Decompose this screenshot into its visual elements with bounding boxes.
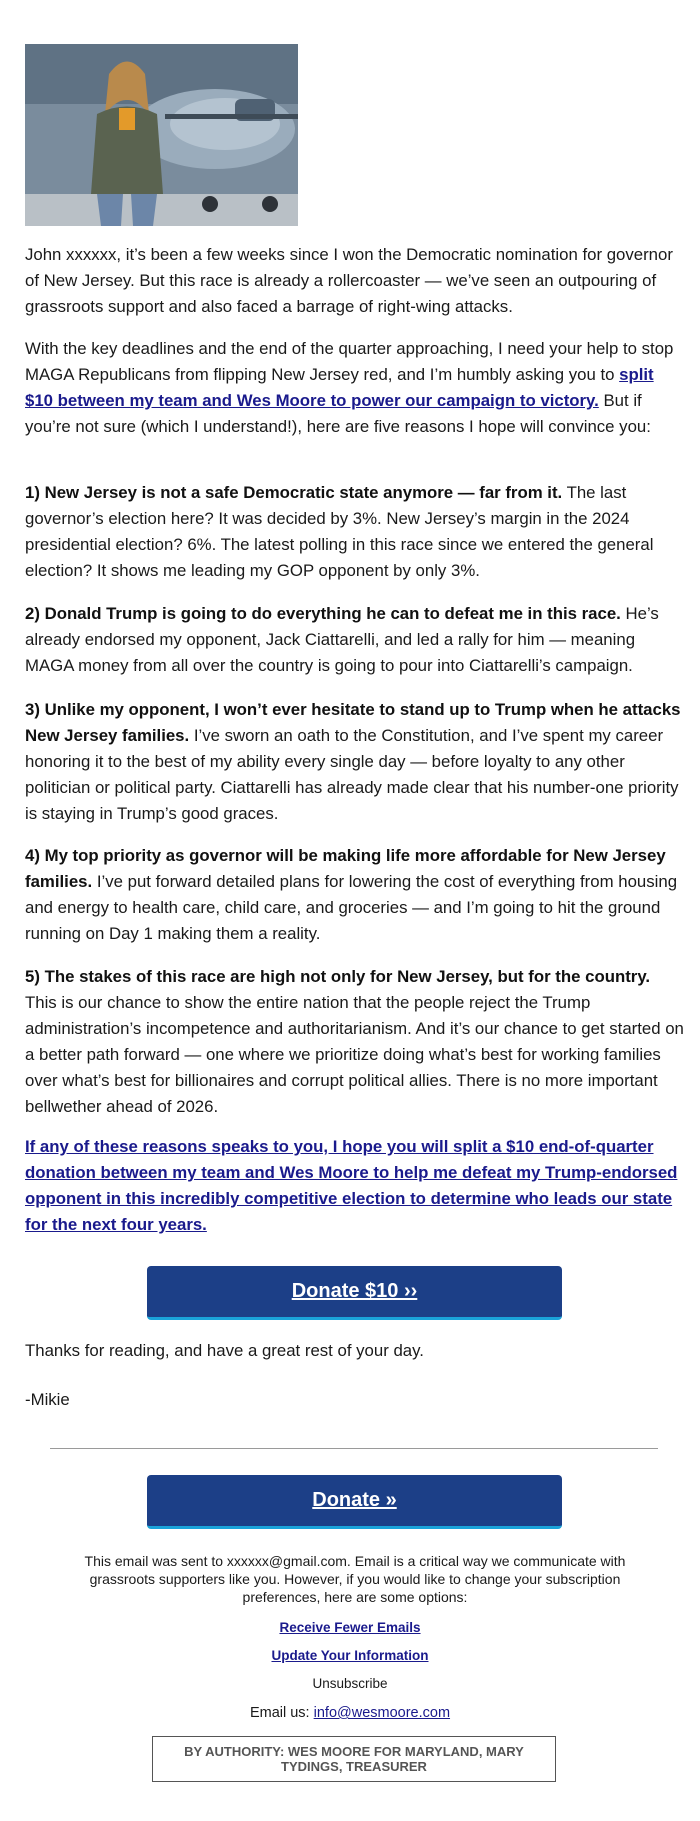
paid-for-by-disclaimer: BY AUTHORITY: WES MOORE FOR MARYLAND, MARY TYDINGS, TREASURER (152, 1736, 556, 1782)
split-donation-link[interactable]: split $10 between my team and Wes Moore to power our campaign to victory. (25, 365, 654, 410)
reason-4-heading: 4) My top priority as governor will be making life more affordable for New Jersey families. (25, 846, 666, 891)
reason-4-text (25, 843, 685, 947)
ask-text-pre: With the key deadlines and the end of the quarter approaching, I need your help to stop MAGA Republicans from flipping New Jersey red, and I’m humbly asking you to (25, 339, 674, 384)
reason-4-body: I’ve put forward detailed plans for lowering the cost of everything from housing and energy to health care, child care, and groceries — and I’m going to hit the ground running on Day 1 making them a reality. (25, 872, 678, 943)
reason-5-text (25, 964, 685, 1120)
hero-photo-illustration (25, 44, 298, 226)
update-information-link[interactable]: Update Your Information (271, 1648, 429, 1663)
unsubscribe-link[interactable]: Unsubscribe (312, 1676, 388, 1691)
reason-3-text (25, 697, 685, 827)
donation-ask-text (25, 1134, 685, 1238)
ask-text-post: But if you’re not sure (which I understand!), here are five reasons I hope will convince you: (25, 391, 651, 436)
thanks-paragraph (25, 1338, 685, 1364)
ask-text (25, 336, 685, 440)
hero-photo (25, 44, 298, 226)
ask-paragraph (25, 336, 685, 440)
reason-5-body: This is our chance to show the entire nation that the people reject the Trump administration’s incompetence and authoritarianism. And it’s our chance to get started on a better path forward — one where we prioritize doing what’s best for working families over what’s best for billionaires and corrupt political allies. There is no more important bellwether ahead of 2026. (25, 993, 684, 1116)
reason-4 (25, 843, 685, 947)
thanks-text: Thanks for reading, and have a great rest of your day. (25, 1341, 424, 1360)
reason-2-text (25, 601, 685, 679)
footer-divider (50, 1448, 658, 1449)
donation-ask-paragraph (25, 1134, 685, 1238)
reason-2-heading: 2) Donald Trump is going to do everything he can to defeat me in this race. (25, 604, 621, 623)
email-us-link[interactable]: info@wesmoore.com (313, 1705, 451, 1721)
reason-3-heading: 3) Unlike my opponent, I won’t ever hesitate to stand up to Trump when he attacks New Jersey families. (25, 700, 681, 745)
reason-1-text (25, 480, 685, 584)
email-us-row (0, 1705, 700, 1721)
reason-2 (25, 601, 685, 679)
reason-1 (25, 480, 685, 584)
receive-fewer-emails-link[interactable]: Receive Fewer Emails (279, 1620, 421, 1635)
reason-5 (25, 964, 685, 1120)
reason-1-heading: 1) New Jersey is not a safe Democratic state anymore — far from it. (25, 483, 563, 502)
reason-3-body: I’ve sworn an oath to the Constitution, and I’ve spent my career honoring it to the best of my ability every single day — before loyalty to any other politician or political party. Ciattarelli has already made clear that his number-one priority is staying in Trump’s good graces. (25, 726, 679, 823)
reason-3 (25, 697, 685, 827)
unsubscribe-row (0, 1676, 700, 1691)
reason-1-body: The last governor’s election here? It was decided by 3%. New Jersey’s margin in the 2024 presidential election? 6%. The latest polling in this race since we entered the general election? It shows me leading my GOP opponent by only 3%. (25, 483, 654, 580)
signoff-text: -Mikie (25, 1390, 70, 1409)
donate-button[interactable]: Donate » (147, 1475, 562, 1529)
reason-5-heading: 5) The stakes of this race are high not only for New Jersey, but for the country. (25, 967, 651, 986)
intro-text: John xxxxxx, it’s been a few weeks since I won the Democratic nomination for governor of New Jersey. But this race is already a rollercoaster — we’ve seen an outpouring of grassroots support and also faced a barrage of right-wing attacks. (25, 245, 673, 316)
email-us-label: Email us: (249, 1705, 314, 1721)
footer-note: This email was sent to xxxxxx@gmail.com. Email is a critical way we communicate with grassroots supporters like you. However, if you would like to change your subscription preferences, here are some options: (84, 1553, 626, 1605)
signoff-paragraph (25, 1387, 685, 1413)
donation-ask-link[interactable]: If any of these reasons speaks to you, I hope you will split a $10 end-of-quarter donation between my team and Wes Moore to help me defeat my Trump-endorsed opponent in this incredibly competitive election to determine who leads our state for the next four years. (25, 1137, 678, 1234)
intro-paragraph (25, 242, 685, 320)
update-info-row (0, 1648, 700, 1663)
donate-10-button[interactable]: Donate $10 ›› (147, 1266, 562, 1320)
reason-2-body: He’s already endorsed my opponent, Jack Ciattarelli, and led a rally for him — meaning MAGA money from all over the country is going to pour into Ciattarelli’s campaign. (25, 604, 659, 675)
fewer-emails-row (0, 1620, 700, 1635)
